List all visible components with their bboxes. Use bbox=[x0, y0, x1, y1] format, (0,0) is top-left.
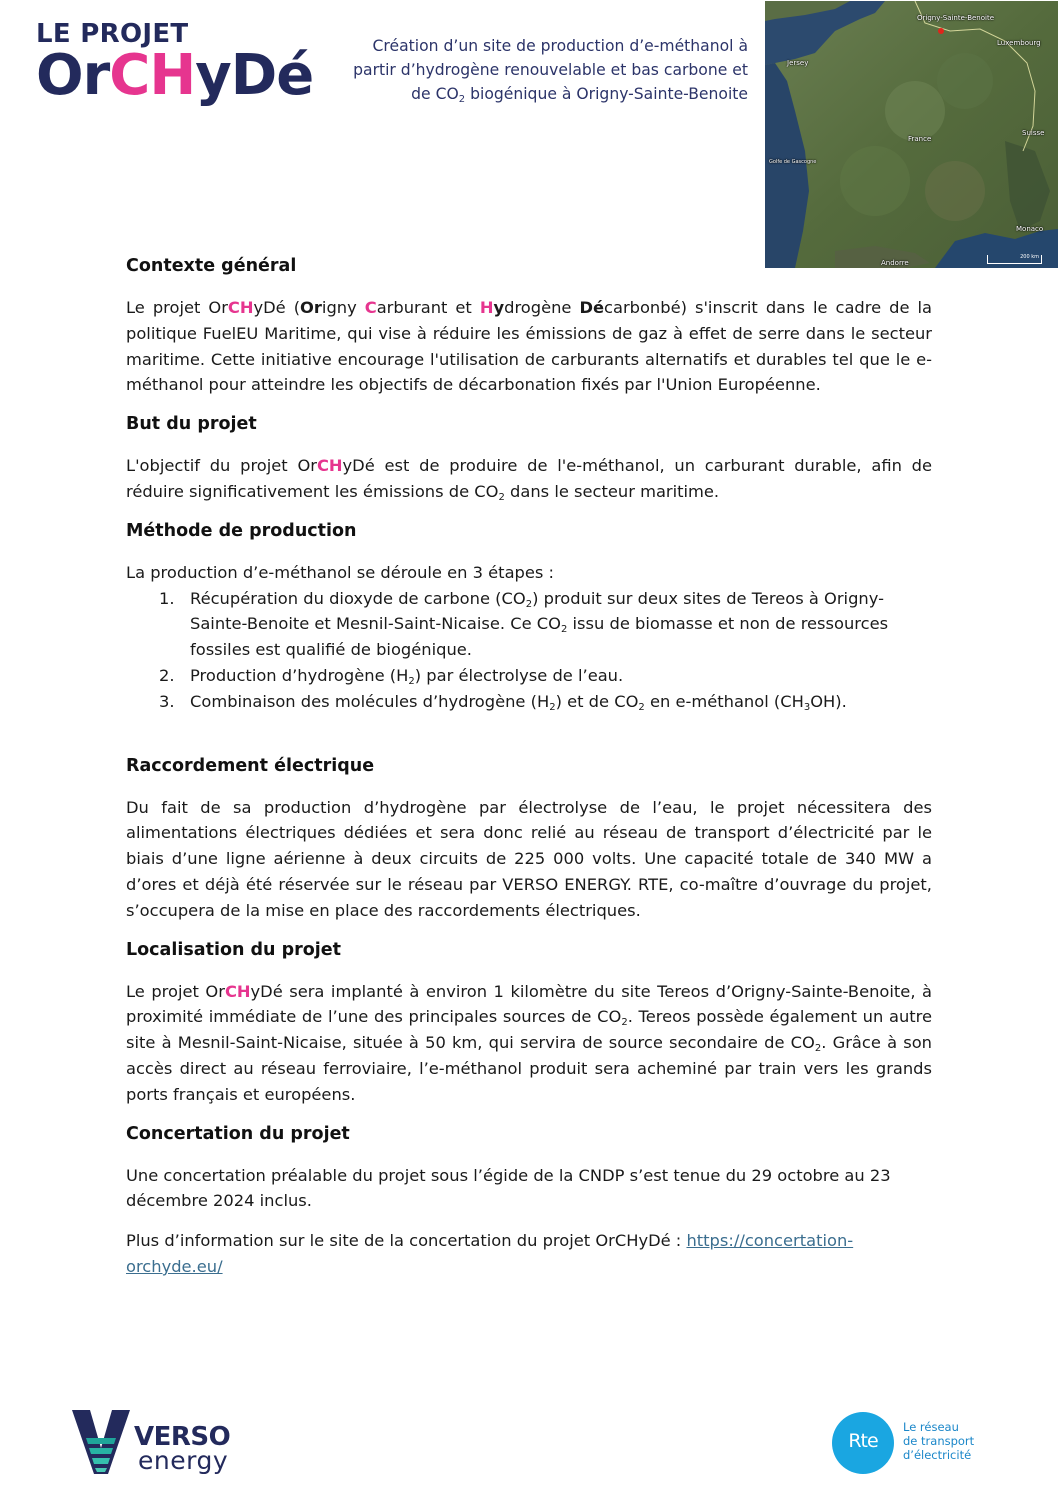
logo-ch: CH bbox=[109, 43, 196, 108]
paragraph-concertation: Une concertation préalable du projet sous l’égide de la CNDP s’est tenue du 29 octobre au 23 décembre 2024 inclus. bbox=[126, 1165, 891, 1211]
map-label-suisse: Suisse bbox=[1022, 129, 1045, 137]
subtitle-l3-sub: 2 bbox=[458, 94, 466, 105]
subtitle-line-1: Création d’un site de production d’e-méthanol à bbox=[372, 37, 748, 55]
subtitle-l3-b: biogénique à Origny-Sainte-Benoite bbox=[465, 85, 748, 103]
paragraph-but bbox=[126, 453, 932, 505]
paragraph-more-info bbox=[126, 1228, 932, 1280]
map-scale-bar bbox=[987, 255, 1042, 264]
rte-tagline-3: d’électricité bbox=[903, 1448, 972, 1462]
subtitle-line-2: partir d’hydrogène renouvelable et bas carbone et bbox=[353, 61, 748, 79]
list-item bbox=[159, 586, 932, 663]
subscript: 2 bbox=[560, 624, 568, 636]
rte-tagline bbox=[903, 1420, 974, 1462]
txt-bold: Or bbox=[300, 298, 322, 317]
txt-ch: CH bbox=[227, 298, 254, 317]
section-title-raccordement: Raccordement électrique bbox=[126, 755, 375, 776]
logo-yde: yDé bbox=[195, 43, 314, 108]
txt: ) par électrolyse de l’eau. bbox=[414, 665, 624, 685]
subtitle-l3-a: de CO bbox=[411, 85, 459, 103]
rte-tagline-2: de transport bbox=[903, 1434, 975, 1448]
txt: Combinaison des molécules d’hydrogène (H bbox=[190, 691, 550, 711]
verso-v-icon bbox=[68, 1408, 134, 1478]
txt: carbonbé) s'inscrit dans le cadre de la politique FuelEU Maritime, qui vise à réduire les émissions de gaz à effet de serre dans le secteur maritime. Cette initiative encourage l'utilisation de carburants alternatifs et durables tel que le e-méthanol pour atteindre les objectifs de décarbonation fixés par l'Union Européenne. bbox=[126, 298, 933, 395]
logo-or: Or bbox=[36, 43, 110, 108]
subtitle-line-3 bbox=[336, 82, 748, 106]
section-title-methode: Méthode de production bbox=[126, 520, 357, 541]
txt-pink: H bbox=[479, 298, 494, 317]
rte-logo bbox=[832, 1412, 992, 1476]
orchyde-logo bbox=[36, 20, 313, 106]
txt: . Grâce à son accès direct au réseau ferroviaire, l’e-méthanol produit sera acheminé par train vers les grands ports français et européens. bbox=[126, 1033, 932, 1104]
txt: yDé est de produire de l'e-méthanol, un carburant durable, afin de réduire significativement les émissions de CO bbox=[126, 456, 932, 501]
list-number: 3. bbox=[159, 691, 175, 711]
txt: OH). bbox=[810, 691, 847, 711]
subscript: 2 bbox=[498, 491, 505, 503]
subscript: 3 bbox=[803, 701, 811, 713]
subscript: 2 bbox=[549, 701, 556, 713]
section-title-contexte: Contexte général bbox=[126, 256, 297, 276]
paragraph-raccordement: Du fait de sa production d’hydrogène par électrolyse de l’eau, le projet nécessitera des alimentations électriques dédiées et sera donc relié au réseau de transport d’électricité par le biais d’une ligne aérienne à deux circuits de 225 000 volts. Une capacité totale de 340 MW a d’ores et déjà été réservée sur le réseau par VERSO ENERGY. RTE, co-maître d’ouvrage du projet, s’occupera de la mise en place des raccordements électriques. bbox=[126, 797, 932, 920]
txt: arburant et bbox=[376, 298, 480, 317]
paragraph-contexte bbox=[126, 295, 932, 398]
header-subtitle bbox=[336, 34, 748, 106]
location-marker bbox=[938, 28, 944, 34]
france-satellite-map bbox=[765, 1, 1058, 268]
paragraph-localisation bbox=[126, 979, 932, 1108]
section-title-localisation: Localisation du projet bbox=[126, 939, 342, 960]
txt: Récupération du dioxyde de carbone (CO bbox=[190, 588, 526, 608]
verso-wordmark: VERSO bbox=[134, 1422, 231, 1452]
list-item bbox=[159, 663, 932, 689]
document-body bbox=[126, 254, 932, 1280]
verso-energy-logo bbox=[68, 1408, 238, 1478]
list-number: 1. bbox=[159, 588, 175, 608]
section-title-but: But du projet bbox=[126, 414, 257, 435]
txt: L'objectif du projet Or bbox=[126, 456, 317, 476]
paragraph-methode-intro: La production d’e-méthanol se déroule en 3 étapes : bbox=[126, 562, 555, 582]
map-label-origny: Origny-Sainte-Benoite bbox=[917, 14, 995, 22]
txt: igny bbox=[321, 298, 365, 317]
list-item bbox=[159, 689, 932, 715]
txt: en e-méthanol (CH bbox=[644, 691, 804, 711]
concertation-link[interactable]: https://concertation-orchyde.eu/ bbox=[126, 1231, 854, 1276]
txt-bold: y bbox=[493, 298, 505, 317]
txt: Production d’hydrogène (H bbox=[190, 665, 409, 685]
map-label-france: France bbox=[908, 135, 932, 143]
subscript: 2 bbox=[408, 675, 415, 687]
txt: yDé ( bbox=[253, 298, 301, 317]
txt: Plus d’information sur le site de la concertation du projet OrCHyDé : bbox=[126, 1231, 687, 1251]
list-number: 2. bbox=[159, 665, 175, 685]
production-steps-list bbox=[159, 586, 932, 715]
txt: Le projet Or bbox=[126, 298, 228, 317]
subscript: 2 bbox=[621, 1017, 628, 1029]
txt: ) produit sur deux sites de Tereos à Origny-Sainte-Benoite et Mesnil-Saint-Nicaise. Ce CO bbox=[190, 588, 884, 634]
map-label-golfe: Golfe de Gascogne bbox=[769, 159, 817, 165]
txt: Le projet Or bbox=[126, 981, 225, 1001]
map-label-jersey: Jersey bbox=[787, 59, 809, 67]
section-title-concertation: Concertation du projet bbox=[126, 1123, 350, 1144]
txt: drogène bbox=[504, 298, 580, 317]
txt: ) et de CO bbox=[555, 691, 639, 711]
txt: yDé sera implanté à environ 1 kilomètre du site Tereos d’Origny-Sainte-Benoite, à proximité immédiate de l’une des principales sources de CO bbox=[126, 981, 932, 1027]
rte-circle-icon bbox=[832, 1412, 894, 1474]
rte-tagline-1: Le réseau bbox=[903, 1420, 959, 1434]
subscript: 2 bbox=[638, 701, 645, 713]
txt-pink: C bbox=[364, 298, 377, 317]
subscript: 2 bbox=[814, 1043, 822, 1055]
energy-wordmark: energy bbox=[138, 1446, 229, 1475]
txt-ch: CH bbox=[224, 981, 251, 1001]
subscript: 2 bbox=[525, 598, 533, 610]
txt-bold: Dé bbox=[579, 298, 605, 317]
map-label-luxembourg: Luxembourg bbox=[997, 39, 1041, 47]
txt: . Tereos possède également un autre site à Mesnil-Saint-Nicaise, située à 50 km, qui servira de source secondaire de CO bbox=[126, 1007, 932, 1053]
logo-orchyde bbox=[36, 43, 314, 108]
map-scale-label: 200 km bbox=[1020, 254, 1039, 260]
txt-ch: CH bbox=[316, 456, 343, 476]
map-label-monaco: Monaco bbox=[1016, 225, 1044, 233]
rte-wordmark: Rte bbox=[848, 1430, 878, 1452]
txt: issu de biomasse et non de ressources fossiles est qualifié de biogénique. bbox=[190, 614, 889, 660]
logo-le-projet: LE PROJET bbox=[36, 19, 189, 49]
txt: dans le secteur maritime. bbox=[504, 481, 720, 501]
map-label-andorre: Andorre bbox=[881, 259, 909, 267]
